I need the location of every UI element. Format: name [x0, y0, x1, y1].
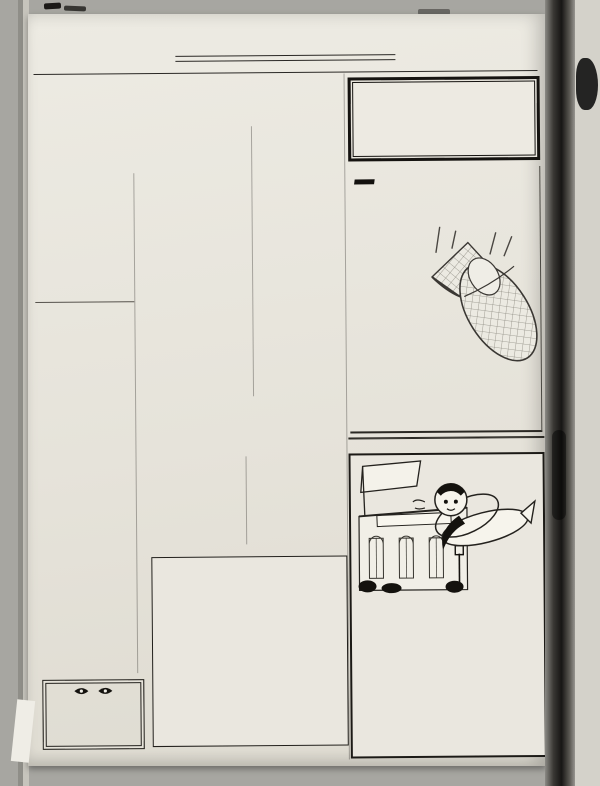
- mission-line: [351, 89, 537, 90]
- fly-title: [358, 602, 538, 603]
- class-a-label: [35, 309, 134, 310]
- article-column-2: [138, 172, 250, 405]
- fare-table: [358, 604, 538, 605]
- agency-manager: [358, 607, 538, 608]
- weavers-description: [355, 199, 449, 200]
- tourney-headline: [35, 305, 127, 306]
- boxscore-column-headers: [255, 257, 346, 258]
- officials-note: [255, 259, 346, 260]
- weavers-product-name: [354, 193, 533, 194]
- fares-from-label: [358, 604, 538, 605]
- weavers-price: [355, 199, 449, 200]
- newspaper-sheet: [28, 14, 546, 766]
- tax-note: [358, 604, 538, 605]
- weavers-logo: [354, 179, 375, 184]
- bells-ad-heading: [162, 565, 336, 566]
- slippers-illustration: [426, 224, 539, 375]
- agents-tours-note: [358, 607, 538, 608]
- boxscore-table: [255, 255, 347, 396]
- airplane-cartoon: [355, 457, 544, 598]
- eye-icon: [73, 687, 89, 696]
- scan-smudge: [44, 3, 61, 10]
- boxscore-column-headers: [255, 256, 346, 257]
- round-trip-label: [358, 604, 538, 605]
- bells-record-ad: [151, 556, 348, 748]
- masthead: [175, 54, 395, 62]
- headline-line: [34, 76, 344, 78]
- header-rule: [34, 70, 538, 75]
- classifieds-strapline: [348, 436, 544, 440]
- dash: [250, 581, 266, 592]
- headline-line: [34, 76, 344, 78]
- bank-name: [358, 607, 538, 608]
- mission-address: [351, 90, 537, 91]
- kansan-tagline: [249, 540, 348, 541]
- byline-author: [34, 116, 248, 118]
- weavers-tagline: [354, 193, 533, 194]
- boxscore-team-title: [255, 256, 346, 257]
- tourney-story: [35, 301, 137, 678]
- record-list: [162, 565, 336, 566]
- class-a-list: [35, 309, 134, 310]
- byline: [34, 116, 248, 119]
- weavers-address: [354, 192, 533, 193]
- weavers-sizes: [355, 199, 449, 200]
- weavers-ad: [348, 166, 542, 433]
- ink-blot: [576, 58, 598, 110]
- mission-body: [351, 90, 537, 91]
- phillies-column-right: [249, 456, 349, 537]
- dash: [234, 581, 250, 592]
- boxscore-rows-draggin-5: [255, 257, 346, 258]
- phillies-lead: [148, 407, 347, 409]
- byline-title: [34, 117, 248, 119]
- boxscore-rows-dark-horses: [255, 256, 346, 257]
- eyes-ad-company: [48, 698, 138, 699]
- book-gutter-shadow: [545, 0, 575, 786]
- travel-agency-label: [358, 607, 538, 608]
- exclusive-agents-note: [358, 607, 538, 608]
- bells-logo: [162, 574, 336, 599]
- travel-agency-ad: [349, 452, 546, 759]
- phillies-story: [148, 404, 348, 556]
- boxscore-subhead: [255, 238, 347, 239]
- article-column-1: [34, 173, 131, 300]
- class-aa-label: [35, 309, 134, 310]
- eyes-ad-body: [48, 698, 138, 699]
- old-mission-inn-ad: [348, 76, 541, 162]
- class-aa-list: [35, 309, 134, 310]
- mission-line: [351, 89, 537, 90]
- article-column-3: [254, 124, 345, 238]
- boxscore-team-title: [255, 257, 346, 258]
- halftime-score: [255, 259, 346, 260]
- phillies-column-left: [149, 456, 244, 537]
- weavers-floor-note: [350, 422, 541, 424]
- tourney-paragraphs: [35, 309, 134, 310]
- mission-title: [351, 86, 537, 87]
- adjacent-page-sliver: [575, 0, 600, 786]
- scan-smudge: [64, 6, 86, 12]
- eye-icon: [97, 686, 113, 695]
- lead-paragraph: [34, 137, 246, 139]
- optical-ad: [42, 679, 145, 750]
- tourney-headline: [35, 305, 127, 306]
- all-airlines-note: [358, 607, 538, 608]
- scan-shadow: [552, 430, 566, 520]
- bells-address: [163, 600, 337, 601]
- city-ticket-office: [358, 607, 538, 608]
- main-headline: [34, 76, 344, 78]
- fly-subtitle: [358, 603, 538, 604]
